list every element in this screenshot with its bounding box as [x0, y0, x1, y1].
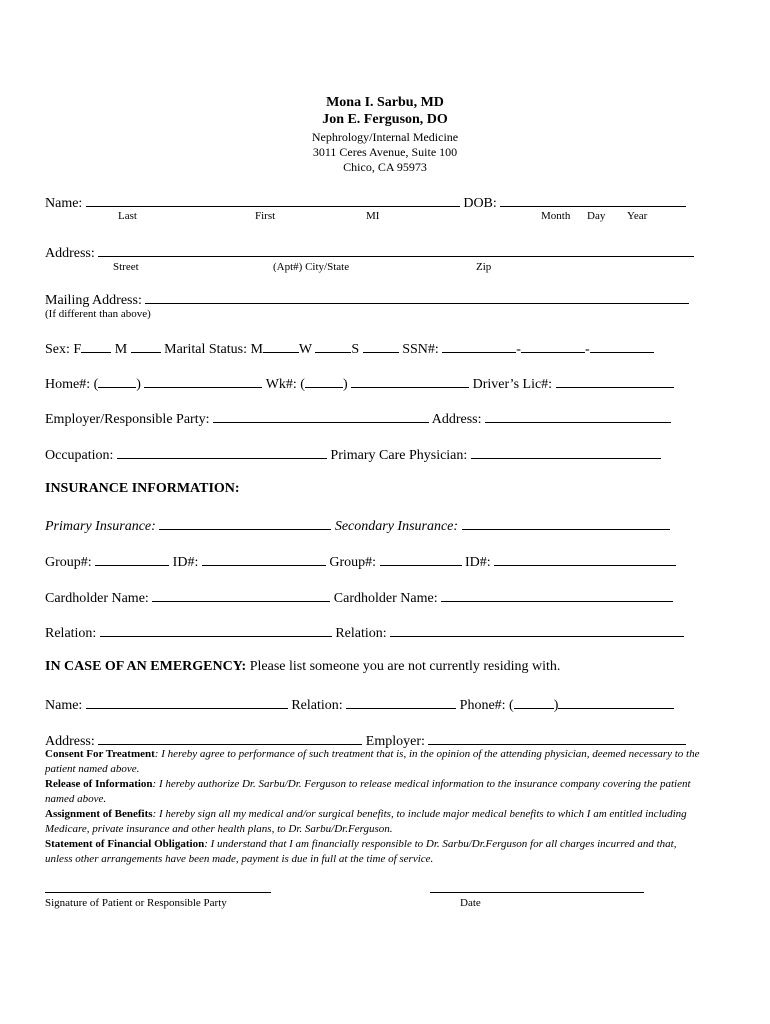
name-sub-last: Last — [118, 210, 137, 222]
occupation-field[interactable] — [117, 445, 327, 459]
marital-m-field[interactable] — [263, 339, 299, 353]
emergency-relation-field[interactable] — [346, 695, 456, 709]
mailing-row — [45, 290, 689, 309]
address-row — [45, 243, 694, 262]
signature-label: Signature of Patient or Responsible Party — [45, 897, 227, 909]
ssn-dash-2: - — [584, 342, 590, 357]
consent-financial-title: Statement of Financial Obligation — [45, 838, 205, 850]
sex-m-label: M — [114, 342, 128, 357]
primary-group-field[interactable] — [95, 552, 169, 566]
phone-row — [45, 374, 674, 393]
office-address-line-2: Chico, CA 95973 — [343, 160, 427, 174]
doctor-name-2: Jon E. Ferguson, DO — [322, 112, 448, 127]
ssn-dash-1: - — [516, 342, 521, 357]
secondary-group-label: Group#: — [329, 555, 377, 570]
consent-treatment-title: Consent For Treatment — [45, 748, 155, 760]
work-close: ) — [342, 377, 348, 392]
mailing-field[interactable] — [145, 290, 689, 304]
secondary-id-field[interactable] — [494, 552, 676, 566]
name-label: Name: — [45, 196, 83, 211]
consent-assignment-text: : I hereby sign all my medical and/or surgical benefits, to include major medical benefits to which I am entitled including Medicare, private insurance and other health plans, to Dr. Sarbu/Dr.Ferguson. — [45, 808, 687, 835]
home-phone-label: Home#: ( — [45, 377, 99, 392]
secondary-relation-field[interactable] — [390, 623, 684, 637]
emergency-phone-close: ) — [553, 698, 559, 713]
address-label: Address: — [45, 246, 95, 261]
secondary-id-label: ID#: — [465, 555, 491, 570]
sex-label: Sex: F — [45, 342, 82, 357]
emergency-address-field[interactable] — [98, 731, 362, 745]
emergency-employer-field[interactable] — [428, 731, 686, 745]
dob-field[interactable] — [500, 193, 686, 207]
license-label: Driver’s Lic#: — [472, 377, 553, 392]
emergency-relation-label: Relation: — [291, 698, 343, 713]
relation-row — [45, 623, 684, 642]
emergency-area-code-field[interactable] — [514, 695, 554, 709]
group-id-row — [45, 552, 676, 571]
date-line[interactable] — [430, 892, 644, 893]
primary-id-label: ID#: — [172, 555, 199, 570]
ssn-field-1[interactable] — [442, 339, 516, 353]
address-field[interactable] — [98, 243, 694, 257]
emergency-name-label: Name: — [45, 698, 83, 713]
insurance-row — [45, 516, 670, 535]
consent-financial-text: : I understand that I am financially responsible to Dr. Sarbu/Dr.Ferguson for all charges incurred and that, unless other arrangements have been made, payment is due in full at the time of service. — [45, 838, 677, 865]
ssn-field-3[interactable] — [590, 339, 654, 353]
secondary-relation-label: Relation: — [335, 626, 387, 641]
name-field[interactable] — [86, 193, 460, 207]
home-phone-field[interactable] — [144, 374, 262, 388]
consent-treatment-text: : I hereby agree to performance of such treatment that is, in the opinion of the attending physician, deemed necessary to the patient named above. — [45, 748, 700, 775]
employer-field[interactable] — [213, 409, 429, 423]
insurance-heading: INSURANCE INFORMATION: — [45, 481, 240, 496]
address-sub-street: Street — [113, 261, 139, 273]
name-sub-first: First — [255, 210, 276, 222]
emergency-address-label: Address: — [45, 734, 95, 749]
marital-s-label: S — [351, 342, 360, 357]
license-field[interactable] — [556, 374, 674, 388]
pcp-field[interactable] — [471, 445, 661, 459]
home-close: ) — [136, 377, 141, 392]
address-sub-zip: Zip — [476, 261, 492, 273]
secondary-group-field[interactable] — [380, 552, 462, 566]
primary-relation-label: Relation: — [45, 626, 97, 641]
address-sub-apt: (Apt#) City/State — [273, 261, 350, 273]
secondary-cardholder-field[interactable] — [441, 588, 673, 602]
emergency-heading: IN CASE OF AN EMERGENCY: — [45, 659, 247, 674]
occupation-label: Occupation: — [45, 448, 114, 463]
date-label: Date — [460, 897, 481, 909]
consent-assignment — [45, 807, 705, 837]
ssn-label: SSN#: — [402, 342, 439, 357]
emergency-phone-field[interactable] — [558, 695, 674, 709]
primary-insurance-label: Primary Insurance: — [45, 519, 156, 534]
primary-cardholder-field[interactable] — [152, 588, 330, 602]
primary-cardholder-label: Cardholder Name: — [45, 591, 149, 606]
home-area-code-field[interactable] — [98, 374, 136, 388]
sex-marital-ssn-row — [45, 339, 654, 358]
employer-address-field[interactable] — [485, 409, 671, 423]
dob-sub-day: Day — [587, 210, 606, 222]
sex-f-field[interactable] — [81, 339, 111, 353]
office-address-line-1: 3011 Ceres Avenue, Suite 100 — [312, 145, 458, 159]
primary-insurance-field[interactable] — [159, 516, 331, 530]
marital-label: Marital Status: M — [164, 342, 263, 357]
consent-assignment-title: Assignment of Benefits — [45, 808, 153, 820]
emergency-heading-row — [45, 659, 560, 675]
emergency-instruction: Please list someone you are not currently residing with. — [246, 659, 561, 674]
mailing-note: (If different than above) — [45, 308, 151, 320]
name-sub-mi: MI — [366, 210, 380, 222]
occupation-row — [45, 445, 661, 464]
work-phone-label: Wk#: ( — [265, 377, 305, 392]
consent-release — [45, 777, 705, 807]
consent-treatment — [45, 747, 705, 777]
consent-release-text: : I hereby authorize Dr. Sarbu/Dr. Ferguson to release medical information to the insurance company covering the patient named above. — [45, 778, 691, 805]
employer-label: Employer/Responsible Party: — [45, 412, 210, 427]
marital-w-field[interactable] — [315, 339, 351, 353]
specialty: Nephrology/Internal Medicine — [311, 130, 459, 144]
mailing-label: Mailing Address: — [45, 293, 142, 308]
secondary-cardholder-label: Cardholder Name: — [333, 591, 438, 606]
marital-s-field[interactable] — [363, 339, 399, 353]
primary-group-label: Group#: — [45, 555, 92, 570]
consent-financial — [45, 837, 705, 867]
dob-label: DOB: — [463, 196, 497, 211]
consent-release-title: Release of Information — [45, 778, 153, 790]
secondary-insurance-label: Secondary Insurance: — [334, 519, 459, 534]
signature-line[interactable] — [45, 892, 271, 893]
work-phone-field[interactable] — [351, 374, 469, 388]
marital-w-label: W — [298, 342, 312, 357]
dob-sub-month: Month — [541, 210, 571, 222]
ssn-field-2[interactable] — [521, 339, 585, 353]
emergency-contact-row — [45, 695, 674, 714]
secondary-insurance-field[interactable] — [462, 516, 670, 530]
primary-id-field[interactable] — [202, 552, 326, 566]
employer-row — [45, 409, 671, 428]
emergency-phone-label: Phone#: ( — [459, 698, 514, 713]
sex-m-field[interactable] — [131, 339, 161, 353]
dob-sub-year: Year — [627, 210, 648, 222]
emergency-name-field[interactable] — [86, 695, 288, 709]
pcp-label: Primary Care Physician: — [330, 448, 468, 463]
doctor-name-1: Mona I. Sarbu, MD — [326, 95, 444, 110]
emergency-employer-label: Employer: — [365, 734, 425, 749]
primary-relation-field[interactable] — [100, 623, 332, 637]
cardholder-row — [45, 588, 673, 607]
employer-address-label: Address: — [431, 412, 482, 427]
work-area-code-field[interactable] — [305, 374, 343, 388]
